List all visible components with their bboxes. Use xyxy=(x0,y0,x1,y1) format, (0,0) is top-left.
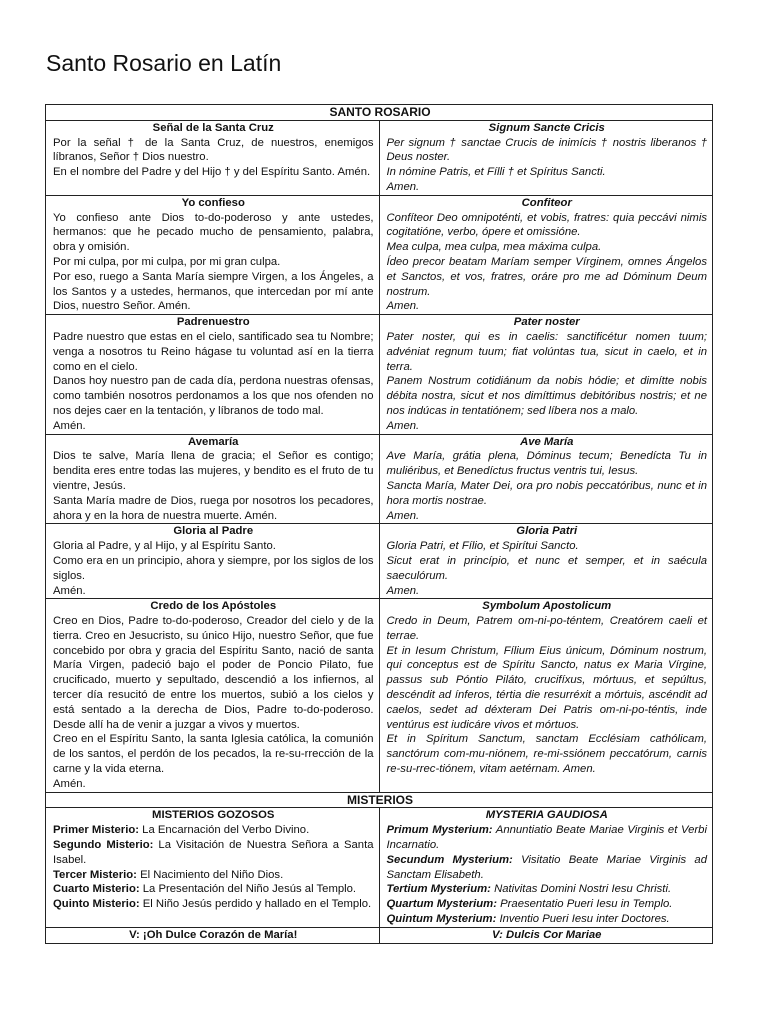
mystery-text: La Encarnación del Verbo Divino. xyxy=(142,824,310,837)
mystery-text: Nativitas Domini Nostri Iesu Christi. xyxy=(494,883,672,896)
spanish-cell xyxy=(46,599,380,792)
spanish-cell xyxy=(46,524,380,599)
latin-cell xyxy=(379,434,713,524)
spanish-paragraph: Amén. xyxy=(53,419,86,432)
spanish-prayer-title: Padrenuestro xyxy=(176,316,250,329)
mystery-text: La Visitación de Nuestra Señora a Santa Isabel. xyxy=(53,839,374,866)
spanish-paragraph: Danos hoy nuestro pan de cada día, perdona nuestras ofensas, como también nosotros perdonamos a los que nos ofenden no nos dejes caer en la tentación, y líbranos de todo mal. xyxy=(53,375,374,417)
spanish-mysteries-cell xyxy=(46,808,380,927)
spanish-paragraph: Dios te salve, María llena de gracia; el Señor es contigo; bendita eres entre todas las mujeres, y bendito es el fruto de tu vientre, Jesús. xyxy=(53,450,374,492)
latin-paragraph: Amen. xyxy=(386,180,420,193)
spanish-versicle-cell xyxy=(46,927,380,943)
mystery-label: Quintum Mysterium: xyxy=(386,913,497,926)
latin-paragraph: Et in Iesum Christum, Fílium Eius únicum, Dóminum nostrum, qui conceptus est de Spíritu Sancto, natus ex Maria Vírgine, passus sub Póntio Piláto, crucifíxus, mórtuus, et sepúltus, descéndit ad ínferos, tértia die resurréxit a mórtuis, ascéndit ad caelos, sedet ad déxteram Dei Patris om-ni-po-téntis, inde ventúrus est iudicáre vivos et mórtuos. xyxy=(386,644,707,731)
mystery-label: Cuarto Misterio: xyxy=(53,883,140,896)
spanish-paragraph: En el nombre del Padre y del Hijo † y del Espíritu Santo. Amén. xyxy=(53,166,371,179)
spanish-prayer-title: Gloria al Padre xyxy=(173,525,254,538)
spanish-paragraph: Creo en Dios, Padre to-do-poderoso, Creador del cielo y de la tierra. Creo en Jesucristo, su único Hijo, nuestro Señor, que fue concebido por obra y gracia del Espíritu Santo, nació de santa María Virgen, padeció bajo el poder de Poncio Pilato, fue crucificado, muerto y sepultado, descendió a los infiernos, al tercer día resucitó de entre los muertos, subió a los cielos y está sentado a la derecha de Dios, Padre to-do-poderoso. Desde allí ha de venir a juzgar a vivos y muertos. xyxy=(53,615,374,731)
mystery-label: Quinto Misterio: xyxy=(53,898,140,911)
spanish-prayer-title: Señal de la Santa Cruz xyxy=(152,121,274,134)
mystery-line xyxy=(53,838,374,868)
spanish-cell xyxy=(46,434,380,524)
prayer-row xyxy=(46,434,713,524)
mystery-label: Secundum Mysterium: xyxy=(386,853,513,866)
versicle-row xyxy=(46,927,713,943)
mystery-label: Segundo Misterio: xyxy=(53,839,154,852)
mysteries-row xyxy=(46,808,713,927)
mystery-text: Annuntiatio Beate Mariae Virginis et Verbi Incarnatio. xyxy=(386,824,707,852)
latin-prayer-title: Confiteor xyxy=(521,196,572,209)
prayer-row xyxy=(46,599,713,792)
latin-cell xyxy=(379,120,713,195)
mystery-line xyxy=(53,897,374,912)
latin-paragraph: Credo in Deum, Patrem om-ni-po-téntem, Creatórem caeli et terrae. xyxy=(386,615,707,642)
latin-paragraph: Panem Nostrum cotidiánum da nobis hódie; et dimítte nobis débita nostra, sicut et nos dimíttimus debitóribus nostris; et ne nos indúcas in tentatiónem; sed líbera nos a malo. xyxy=(386,375,707,417)
spanish-prayer-title: Avemaría xyxy=(188,435,239,448)
spanish-paragraph: Como era en un principio, ahora y siempre, por los siglos de los siglos. xyxy=(53,554,374,582)
spanish-cell xyxy=(46,120,380,195)
latin-cell xyxy=(379,195,713,314)
latin-versicle: V: Dulcis Cor Mariae xyxy=(492,928,602,941)
latin-paragraph: Pater noster, qui es in caelis: sanctificétur nomen tuum; advéniat regnum tuum; fiat volúntas tua, sicut in caelo, et in terra. xyxy=(386,330,707,373)
mystery-text: Inventio Pueri Iesu inter Doctores. xyxy=(499,913,670,926)
spanish-paragraph: Amén. xyxy=(53,584,86,597)
mystery-label: Tercer Misterio: xyxy=(53,868,137,881)
spanish-paragraph: Gloria al Padre, y al Hijo, y al Espíritu Santo. xyxy=(53,540,276,553)
latin-paragraph: Ídeo precor beatam Maríam semper Vírginem, omnes Ángelos et Sanctos, et vos, fratres, oráre pro me ad Dóminum Deum nostrum. xyxy=(386,255,707,298)
mystery-label: Primer Misterio: xyxy=(53,824,140,837)
mystery-line xyxy=(53,823,374,838)
latin-prayer-title: Symbolum Apostolicum xyxy=(482,600,612,613)
latin-paragraph: In nómine Patris, et Fílli † et Spíritus Sancti. xyxy=(386,166,606,179)
page-title: Santo Rosario en Latín xyxy=(46,50,282,76)
latin-mysteries-cell xyxy=(379,808,713,927)
latin-paragraph: Sicut erat in princípio, et nunc et semper, et in saécula saeculórum. xyxy=(386,554,707,582)
latin-paragraph: Per signum † sanctae Crucis de inimícis † nostris liberanos † Deus noster. xyxy=(386,136,707,164)
table-header-row xyxy=(46,105,713,121)
mystery-line xyxy=(387,823,708,853)
spanish-paragraph: Amén. xyxy=(53,777,86,790)
latin-cell xyxy=(379,599,713,792)
rosary-table xyxy=(45,104,713,944)
mystery-text: Praesentatio Pueri Iesu in Templo. xyxy=(500,898,673,911)
mystery-line xyxy=(387,912,708,927)
spanish-paragraph: Por mi culpa, por mi culpa, por mi gran culpa. xyxy=(53,255,281,268)
spanish-cell xyxy=(46,315,380,434)
mystery-line xyxy=(53,868,374,883)
latin-paragraph: Et in Spíritum Sanctum, sanctam Ecclésiam cathólicam, sanctórum com-mu-niónem, re-mi-ssiónem peccatórum, carnis re-su-rrec-tiónem, vitam aetérnam. Amen. xyxy=(386,733,707,776)
spanish-prayer-title: Credo de los Apóstoles xyxy=(150,600,277,613)
mystery-text: El Nacimiento del Niño Dios. xyxy=(140,868,284,881)
mystery-line xyxy=(387,853,708,883)
latin-paragraph: Ave María, grátia plena, Dóminus tecum; Benedícta Tu in muliéribus, et Benedíctus fructus ventris tui, Iesus. xyxy=(386,450,707,478)
mystery-label: Primum Mysterium: xyxy=(386,824,493,837)
prayer-row xyxy=(46,120,713,195)
spanish-paragraph: Padre nuestro que estas en el cielo, santificado sea tu Nombre; venga a nosotros tu Reino hágase tu voluntad así en la tierra como en el cielo. xyxy=(53,330,374,373)
prayer-row xyxy=(46,195,713,314)
mystery-line xyxy=(387,897,708,912)
latin-paragraph: Sancta María, Mater Dei, ora pro nobis peccatóribus, nunc et in hora mortis nostrae. xyxy=(386,479,707,507)
mystery-text: La Presentación del Niño Jesús al Templo. xyxy=(142,883,357,896)
spanish-paragraph: Por eso, ruego a Santa María siempre Virgen, a los Ángeles, a los Santos y a ustedes, hermanos, que intercedan por mí ante Dios, nuestro Señor. Amén. xyxy=(53,270,374,313)
mystery-label: Quartum Mysterium: xyxy=(386,898,497,911)
latin-prayer-title: Pater noster xyxy=(513,316,580,329)
mystery-text: Visitatio Beate Mariae Virginis ad Sanctam Elisabeth. xyxy=(386,853,707,881)
latin-cell xyxy=(379,315,713,434)
latin-paragraph: Amen. xyxy=(386,300,420,313)
latin-paragraph: Mea culpa, mea culpa, mea máxima culpa. xyxy=(386,241,602,254)
spanish-cell xyxy=(46,195,380,314)
latin-prayer-title: Signum Sancte Cricis xyxy=(488,121,605,134)
latin-paragraph: Amen. xyxy=(386,419,420,432)
latin-mysteries-title: MYSTERIA GAUDIOSA xyxy=(485,809,608,822)
latin-versicle-cell xyxy=(379,927,713,943)
prayer-row xyxy=(46,315,713,434)
latin-paragraph: Gloria Patri, et Fílio, et Spirítui Sancto. xyxy=(386,540,579,553)
spanish-versicle: V: ¡Oh Dulce Corazón de María! xyxy=(129,928,298,941)
spanish-paragraph: Yo confieso ante Dios to-do-poderoso y ante ustedes, hermanos: que he pecado mucho de pensamiento, palabra, obra y omisión. xyxy=(53,211,374,254)
latin-paragraph: Confíteor Deo omnipoténti, et vobis, fratres: quia peccávi nimis cogitatióne, verbo, ópere et omissióne. xyxy=(386,211,707,239)
spanish-mysteries-title: MISTERIOS GOZOSOS xyxy=(152,809,275,822)
spanish-paragraph: Santa María madre de Dios, ruega por nosotros los pecadores, ahora y en la hora de nuestra muerte. Amén. xyxy=(53,494,374,522)
spanish-paragraph: Creo en el Espíritu Santo, la santa Iglesia católica, la comunión de los santos, el perdón de los pecados, la re-su-rrección de la carne y la vida eterna. xyxy=(53,733,374,776)
table-title: SANTO ROSARIO xyxy=(46,105,713,121)
mystery-line xyxy=(387,882,708,897)
mystery-line xyxy=(53,882,374,897)
prayer-row xyxy=(46,524,713,599)
latin-cell xyxy=(379,524,713,599)
latin-paragraph: Amen. xyxy=(386,584,420,597)
spanish-prayer-title: Yo confieso xyxy=(181,196,245,209)
latin-prayer-title: Gloria Patri xyxy=(516,525,578,538)
mystery-label: Tertium Mysterium: xyxy=(386,883,491,896)
latin-prayer-title: Ave María xyxy=(520,435,574,448)
mystery-text: El Niño Jesús perdido y hallado en el Templo. xyxy=(142,898,372,911)
latin-paragraph: Amen. xyxy=(386,509,420,522)
spanish-paragraph: Por la señal † de la Santa Cruz, de nuestros, enemigos líbranos, Señor † Dios nuestro. xyxy=(53,136,374,164)
misterios-header-row xyxy=(46,792,713,808)
misterios-header: MISTERIOS xyxy=(46,792,713,808)
